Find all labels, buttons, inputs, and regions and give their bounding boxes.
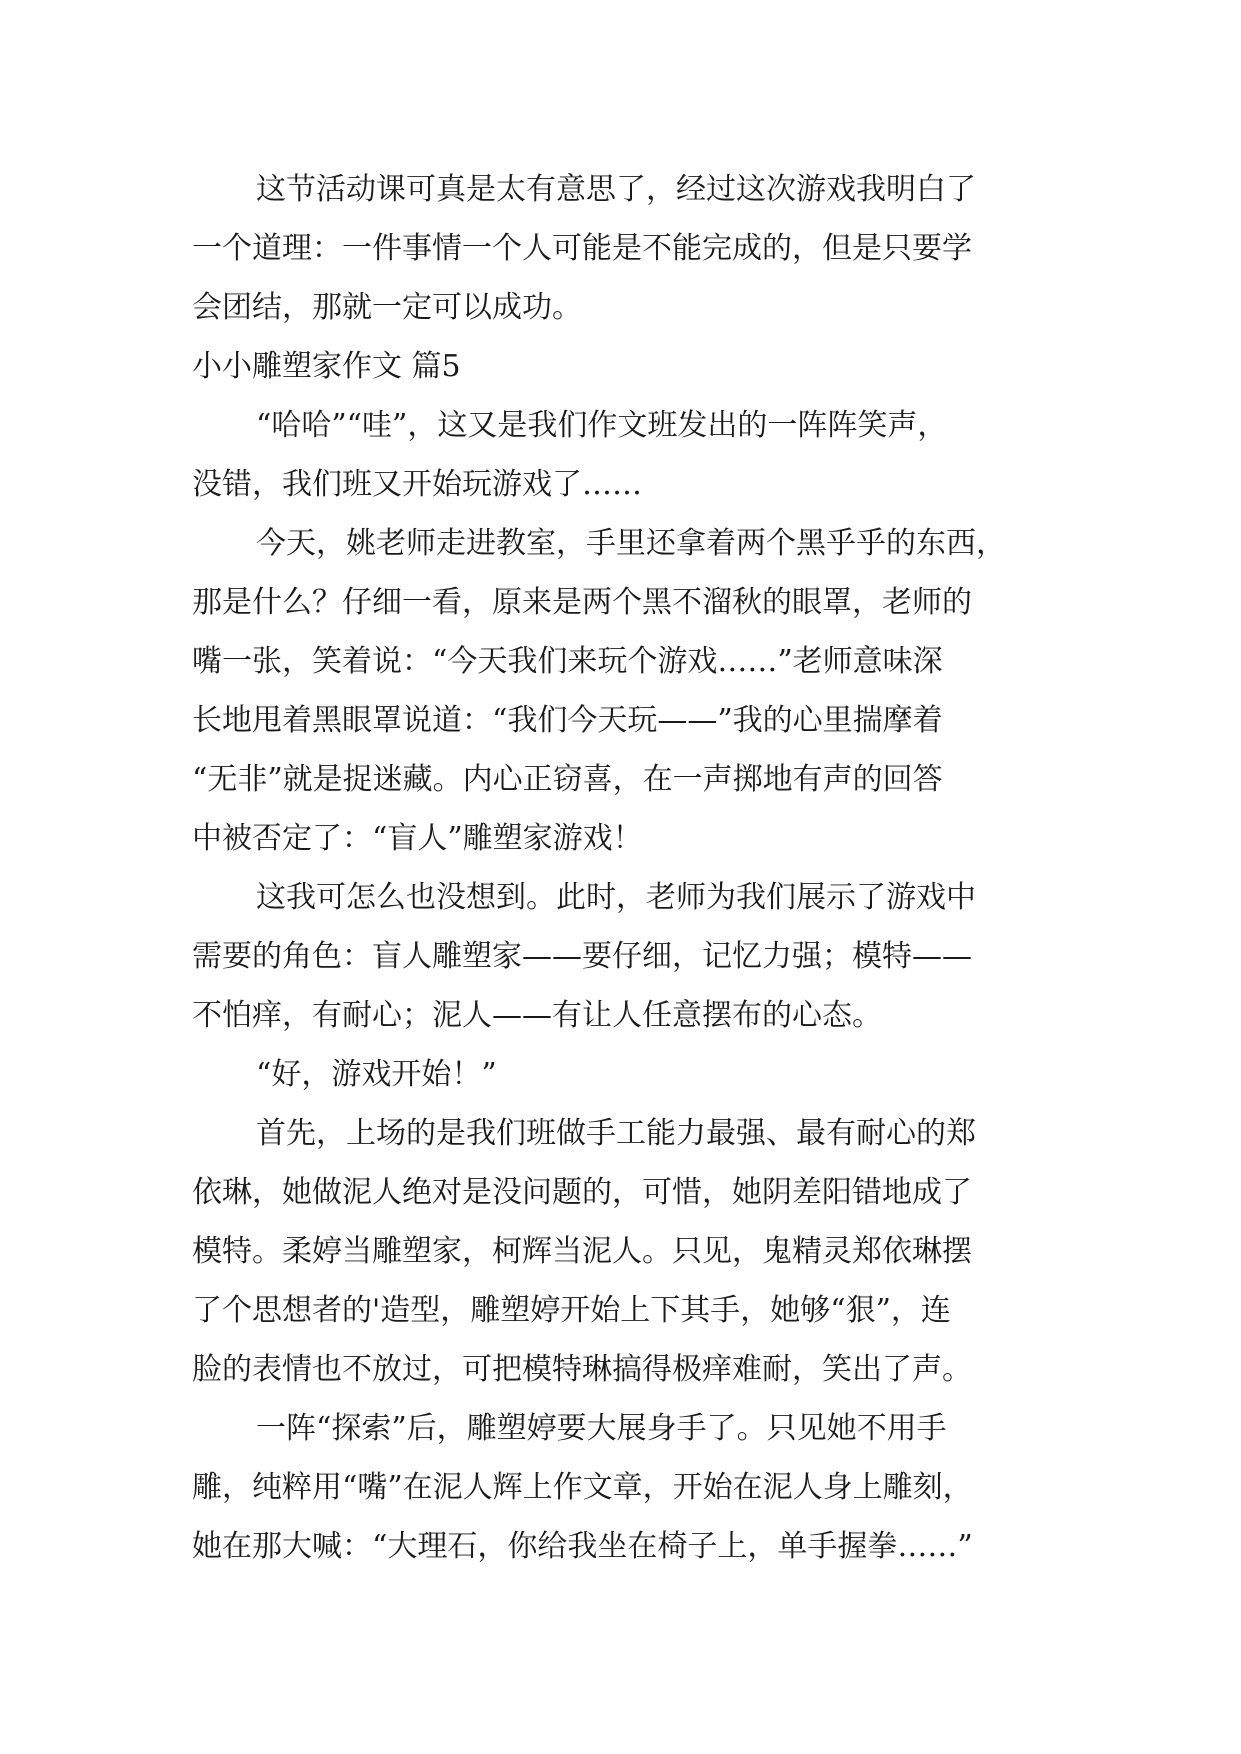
text-line: 不怕痒，有耐心；泥人——有让人任意摆布的心态。 xyxy=(192,998,882,1033)
text-line: 今天，姚老师走进教室，手里还拿着两个黑乎乎的东西， xyxy=(256,526,1006,561)
text-line: 这节活动课可真是太有意思了，经过这次游戏我明白了 xyxy=(256,172,976,207)
text-line: 那是什么？仔细一看，原来是两个黑不溜秋的眼罩，老师的 xyxy=(192,585,972,620)
text-line: 长地甩着黑眼罩说道：“我们今天玩——”我的心里揣摩着 xyxy=(192,703,943,738)
text-line: 模特。柔婷当雕塑家，柯辉当泥人。只见，鬼精灵郑依琳摆 xyxy=(192,1234,972,1269)
text-line: “无非”就是捉迷藏。内心正窃喜，在一声掷地有声的回答 xyxy=(192,762,943,797)
section-heading: 小小雕塑家作文 篇5 xyxy=(192,349,461,384)
text-line: “哈哈”“哇”，这又是我们作文班发出的一阵阵笑声， xyxy=(256,408,948,443)
text-line: 她在那大喊：“大理石，你给我坐在椅子上，单手握拳……” xyxy=(192,1529,973,1564)
text-line: 脸的表情也不放过，可把模特琳搞得极痒难耐，笑出了声。 xyxy=(192,1352,972,1387)
text-line: 雕，纯粹用“嘴”在泥人辉上作文章，开始在泥人身上雕刻， xyxy=(192,1470,973,1505)
text-line: 这我可怎么也没想到。此时，老师为我们展示了游戏中 xyxy=(256,880,976,915)
text-line: 依琳，她做泥人绝对是没问题的，可惜，她阴差阳错地成了 xyxy=(192,1175,972,1210)
text-line: 一个道理：一件事情一个人可能是不能完成的，但是只要学 xyxy=(192,231,972,266)
text-line: 了个思想者的'造型，雕塑婷开始上下其手，她够“狠”，连 xyxy=(192,1293,951,1328)
text-line: “好，游戏开始！” xyxy=(256,1057,497,1092)
text-line: 需要的角色：盲人雕塑家——要仔细，记忆力强；模特—— xyxy=(192,939,972,974)
text-line: 没错，我们班又开始玩游戏了…… xyxy=(192,467,642,502)
article-body xyxy=(192,160,1062,1576)
text-line: 一阵“探索”后，雕塑婷要大展身手了。只见她不用手 xyxy=(256,1411,947,1446)
text-line: 首先，上场的是我们班做手工能力最强、最有耐心的郑 xyxy=(256,1116,976,1151)
text-line: 嘴一张，笑着说：“今天我们来玩个游戏……”老师意味深 xyxy=(192,644,943,679)
text-line: 会团结，那就一定可以成功。 xyxy=(192,290,582,325)
text-line: 中被否定了：“盲人”雕塑家游戏！ xyxy=(192,821,643,856)
